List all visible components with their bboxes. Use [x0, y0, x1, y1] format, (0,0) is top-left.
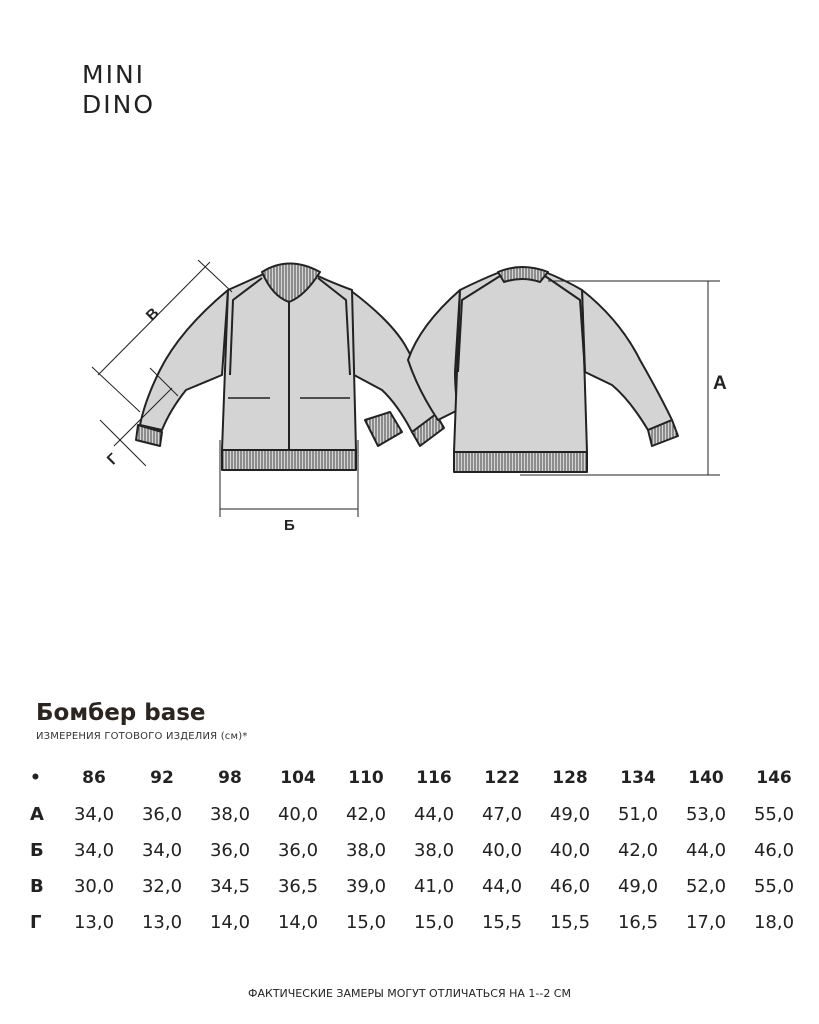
size-header-cell: 98	[218, 768, 242, 788]
table-cell: 55,0	[753, 875, 795, 897]
table-cell: 17,0	[685, 911, 727, 933]
table-cell: 36,0	[277, 839, 319, 861]
size-header-cell: 128	[552, 768, 588, 788]
product-subtitle: ИЗМЕРЕНИЯ ГОТОВОГО ИЗДЕЛИЯ (см)*	[36, 731, 248, 742]
table-row	[30, 904, 808, 940]
table-cell: 13,0	[141, 911, 183, 933]
table-cell: 49,0	[549, 803, 591, 825]
table-row	[30, 796, 808, 832]
label-b: Б	[284, 517, 295, 534]
table-cell: 34,0	[141, 839, 183, 861]
table-cell: 16,5	[617, 911, 659, 933]
size-header-cell: 134	[620, 768, 656, 788]
table-cell: 34,0	[73, 803, 115, 825]
table-cell: 32,0	[141, 875, 183, 897]
table-cell: 53,0	[685, 803, 727, 825]
table-cell: 51,0	[617, 803, 659, 825]
table-row	[30, 868, 808, 904]
table-cell: 34,5	[209, 875, 251, 897]
table-cell: 15,5	[481, 911, 523, 933]
back-collar	[498, 267, 548, 282]
size-header-cell: 92	[150, 768, 174, 788]
size-header-cell: 140	[688, 768, 724, 788]
label-a: A	[713, 373, 727, 394]
table-cell: 46,0	[549, 875, 591, 897]
size-header-cell: 116	[416, 768, 452, 788]
table-cell: 39,0	[345, 875, 387, 897]
back-body	[454, 272, 587, 452]
table-cell: 14,0	[209, 911, 251, 933]
product-title: Бомбер base	[36, 700, 206, 726]
table-cell: 44,0	[481, 875, 523, 897]
table-cell: 40,0	[481, 839, 523, 861]
label-g: Г	[103, 450, 122, 469]
table-cell: 18,0	[753, 911, 795, 933]
table-cell: 36,0	[209, 839, 251, 861]
table-cell: 38,0	[209, 803, 251, 825]
brand-logo-line2: DINO	[82, 90, 156, 119]
table-cell: 14,0	[277, 911, 319, 933]
table-cell: 42,0	[617, 839, 659, 861]
brand-logo	[82, 60, 155, 120]
brand-logo-line1: MINI	[82, 60, 146, 89]
table-row	[30, 832, 808, 868]
table-cell: 38,0	[413, 839, 455, 861]
footer-note: ФАКТИЧЕСКИЕ ЗАМЕРЫ МОГУТ ОТЛИЧАТЬСЯ НА 1--2 СМ	[248, 987, 571, 1000]
row-label: В	[30, 875, 44, 897]
table-cell: 34,0	[73, 839, 115, 861]
table-cell: 52,0	[685, 875, 727, 897]
back-right-sleeve	[582, 290, 672, 430]
front-hem	[222, 450, 356, 470]
table-cell: 47,0	[481, 803, 523, 825]
label-v: В	[142, 304, 163, 325]
size-header-cell: 122	[484, 768, 520, 788]
size-header-corner: •	[30, 768, 41, 788]
table-cell: 15,5	[549, 911, 591, 933]
back-left-cuff	[365, 412, 402, 446]
row-label: Б	[30, 839, 44, 861]
table-cell: 44,0	[685, 839, 727, 861]
jacket-front-view	[136, 264, 444, 471]
table-cell: 13,0	[73, 911, 115, 933]
table-cell: 36,0	[141, 803, 183, 825]
table-cell: 15,0	[413, 911, 455, 933]
table-cell: 44,0	[413, 803, 455, 825]
table-cell: 46,0	[753, 839, 795, 861]
table-cell: 49,0	[617, 875, 659, 897]
measure-v-bottom-tick	[92, 367, 140, 412]
row-label: Г	[30, 911, 42, 933]
table-cell: 40,0	[277, 803, 319, 825]
measure-v-top-tick	[198, 260, 232, 292]
size-header-cell: 146	[756, 768, 792, 788]
table-cell: 30,0	[73, 875, 115, 897]
size-header-row	[30, 760, 808, 796]
size-header-cell: 110	[348, 768, 384, 788]
table-cell: 42,0	[345, 803, 387, 825]
table-cell: 15,0	[345, 911, 387, 933]
row-label: А	[30, 803, 44, 825]
jacket-back-view	[365, 267, 678, 472]
size-header-cell: 86	[82, 768, 106, 788]
size-header-cell: 104	[280, 768, 316, 788]
table-cell: 41,0	[413, 875, 455, 897]
back-hem	[454, 452, 587, 472]
table-cell: 55,0	[753, 803, 795, 825]
table-cell: 38,0	[345, 839, 387, 861]
bomber-measurement-diagram	[0, 240, 819, 540]
size-table	[30, 760, 808, 940]
table-cell: 40,0	[549, 839, 591, 861]
table-cell: 36,5	[277, 875, 319, 897]
